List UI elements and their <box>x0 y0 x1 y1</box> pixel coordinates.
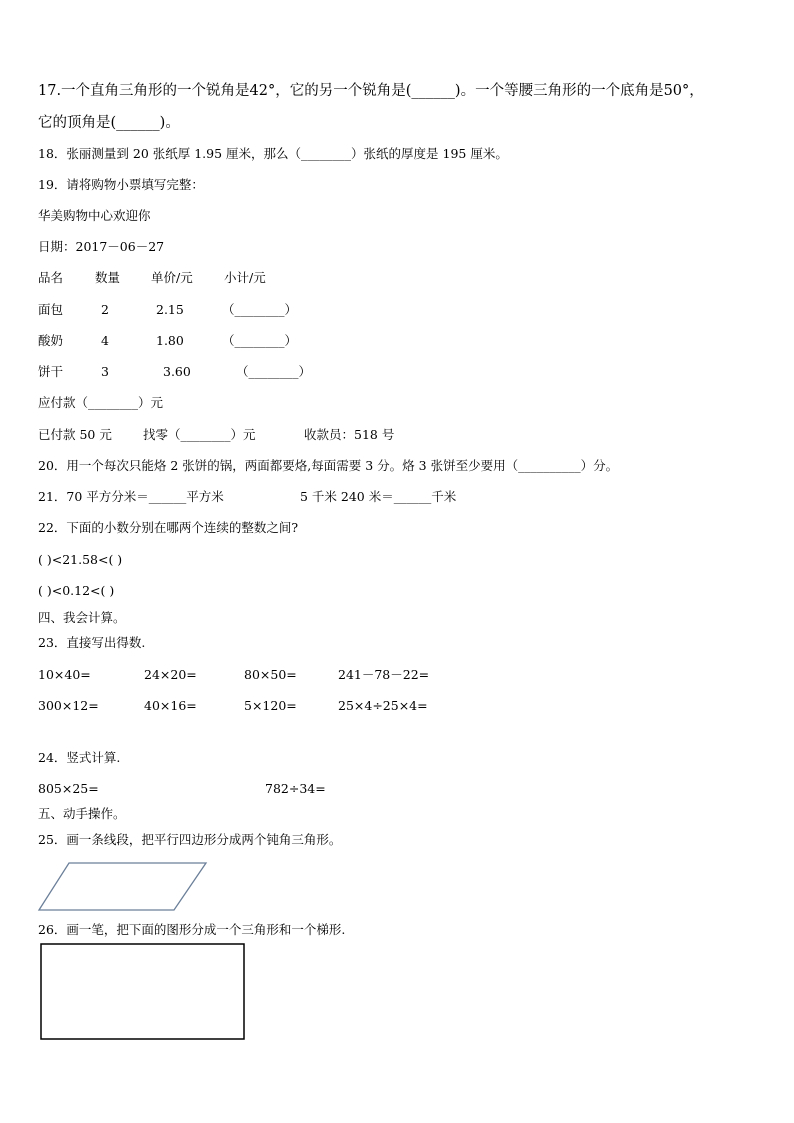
q22-item-a: ( )<21.58<( ) <box>38 552 123 567</box>
receipt-row-qty: 3 <box>101 364 109 379</box>
receipt-paid: 已付款 50 元 <box>38 427 112 442</box>
q22-title: 22．下面的小数分别在哪两个连续的整数之间? <box>38 520 299 535</box>
receipt-row-price: 1.80 <box>156 333 184 348</box>
calc-item: 24×20= <box>144 667 197 682</box>
calc-item: 300×12= <box>38 698 99 713</box>
receipt-row-subtotal: （________） <box>222 333 298 348</box>
parallelogram-figure[interactable] <box>36 860 212 914</box>
q19-title: 19．请将购物小票填写完整： <box>38 177 204 192</box>
receipt-header-subtotal: 小计/元 <box>224 270 266 285</box>
rectangle-figure[interactable] <box>39 942 247 1042</box>
q23-title: 23．直接写出得数. <box>38 635 146 650</box>
receipt-row-subtotal: （________） <box>222 302 298 317</box>
calc-item: 25×4÷25×4= <box>338 698 428 713</box>
q21-right: 5 千米 240 米＝______千米 <box>300 489 457 504</box>
section-5-heading: 五、动手操作。 <box>38 806 126 821</box>
receipt-date: 日期：2017－06－27 <box>38 239 165 254</box>
receipt-header-qty: 数量 <box>95 270 121 285</box>
vertical-calc-item: 782÷34= <box>265 781 326 796</box>
calc-item: 5×120= <box>244 698 297 713</box>
q24-title: 24．竖式计算. <box>38 750 121 765</box>
q22-item-b: ( )<0.12<( ) <box>38 583 115 598</box>
receipt-row-name: 饼干 <box>38 364 64 379</box>
q26-text: 26．画一笔，把下面的图形分成一个三角形和一个梯形. <box>38 922 346 937</box>
q25-text: 25．画一条线段，把平行四边形分成两个钝角三角形。 <box>38 832 342 847</box>
section-4-heading: 四、我会计算。 <box>38 610 126 625</box>
receipt-payable: 应付款（________）元 <box>38 395 164 410</box>
calc-item: 40×16= <box>144 698 197 713</box>
q18-text: 18．张丽测量到 20 张纸厚 1.95 厘米，那么（________）张纸的厚度是 195 厘米。 <box>38 146 508 161</box>
calc-item: 10×40= <box>38 667 91 682</box>
vertical-calc-item: 805×25= <box>38 781 99 796</box>
receipt-row-qty: 4 <box>101 333 109 348</box>
receipt-row-qty: 2 <box>101 302 109 317</box>
calc-item: 241－78－22= <box>338 667 430 682</box>
receipt-row-price: 3.60 <box>163 364 191 379</box>
receipt-header-name: 品名 <box>38 270 64 285</box>
receipt-row-subtotal: （________） <box>236 364 312 379</box>
q21-left: 21．70 平方分米＝______平方米 <box>38 489 224 504</box>
receipt-change: 找零（________）元 <box>143 427 256 442</box>
receipt-row-price: 2.15 <box>156 302 184 317</box>
q20-text: 20．用一个每次只能烙 2 张饼的锅，两面都要烙,每面需要 3 分。烙 3 张饼至少要用（__________）分。 <box>38 458 619 473</box>
receipt-row-name: 面包 <box>38 302 64 317</box>
receipt-row-name: 酸奶 <box>38 333 64 348</box>
receipt-shop-name: 华美购物中心欢迎你 <box>38 208 151 223</box>
receipt-header-price: 单价/元 <box>151 270 193 285</box>
q17-line2: 它的顶角是(______)。 <box>38 115 180 131</box>
receipt-cashier: 收款员：518 号 <box>304 427 395 442</box>
q17-line1: 17.一个直角三角形的一个锐角是42°，它的另一个锐角是(______)。一个等腰三角形的一个底角是50°， <box>38 83 704 99</box>
calc-item: 80×50= <box>244 667 297 682</box>
